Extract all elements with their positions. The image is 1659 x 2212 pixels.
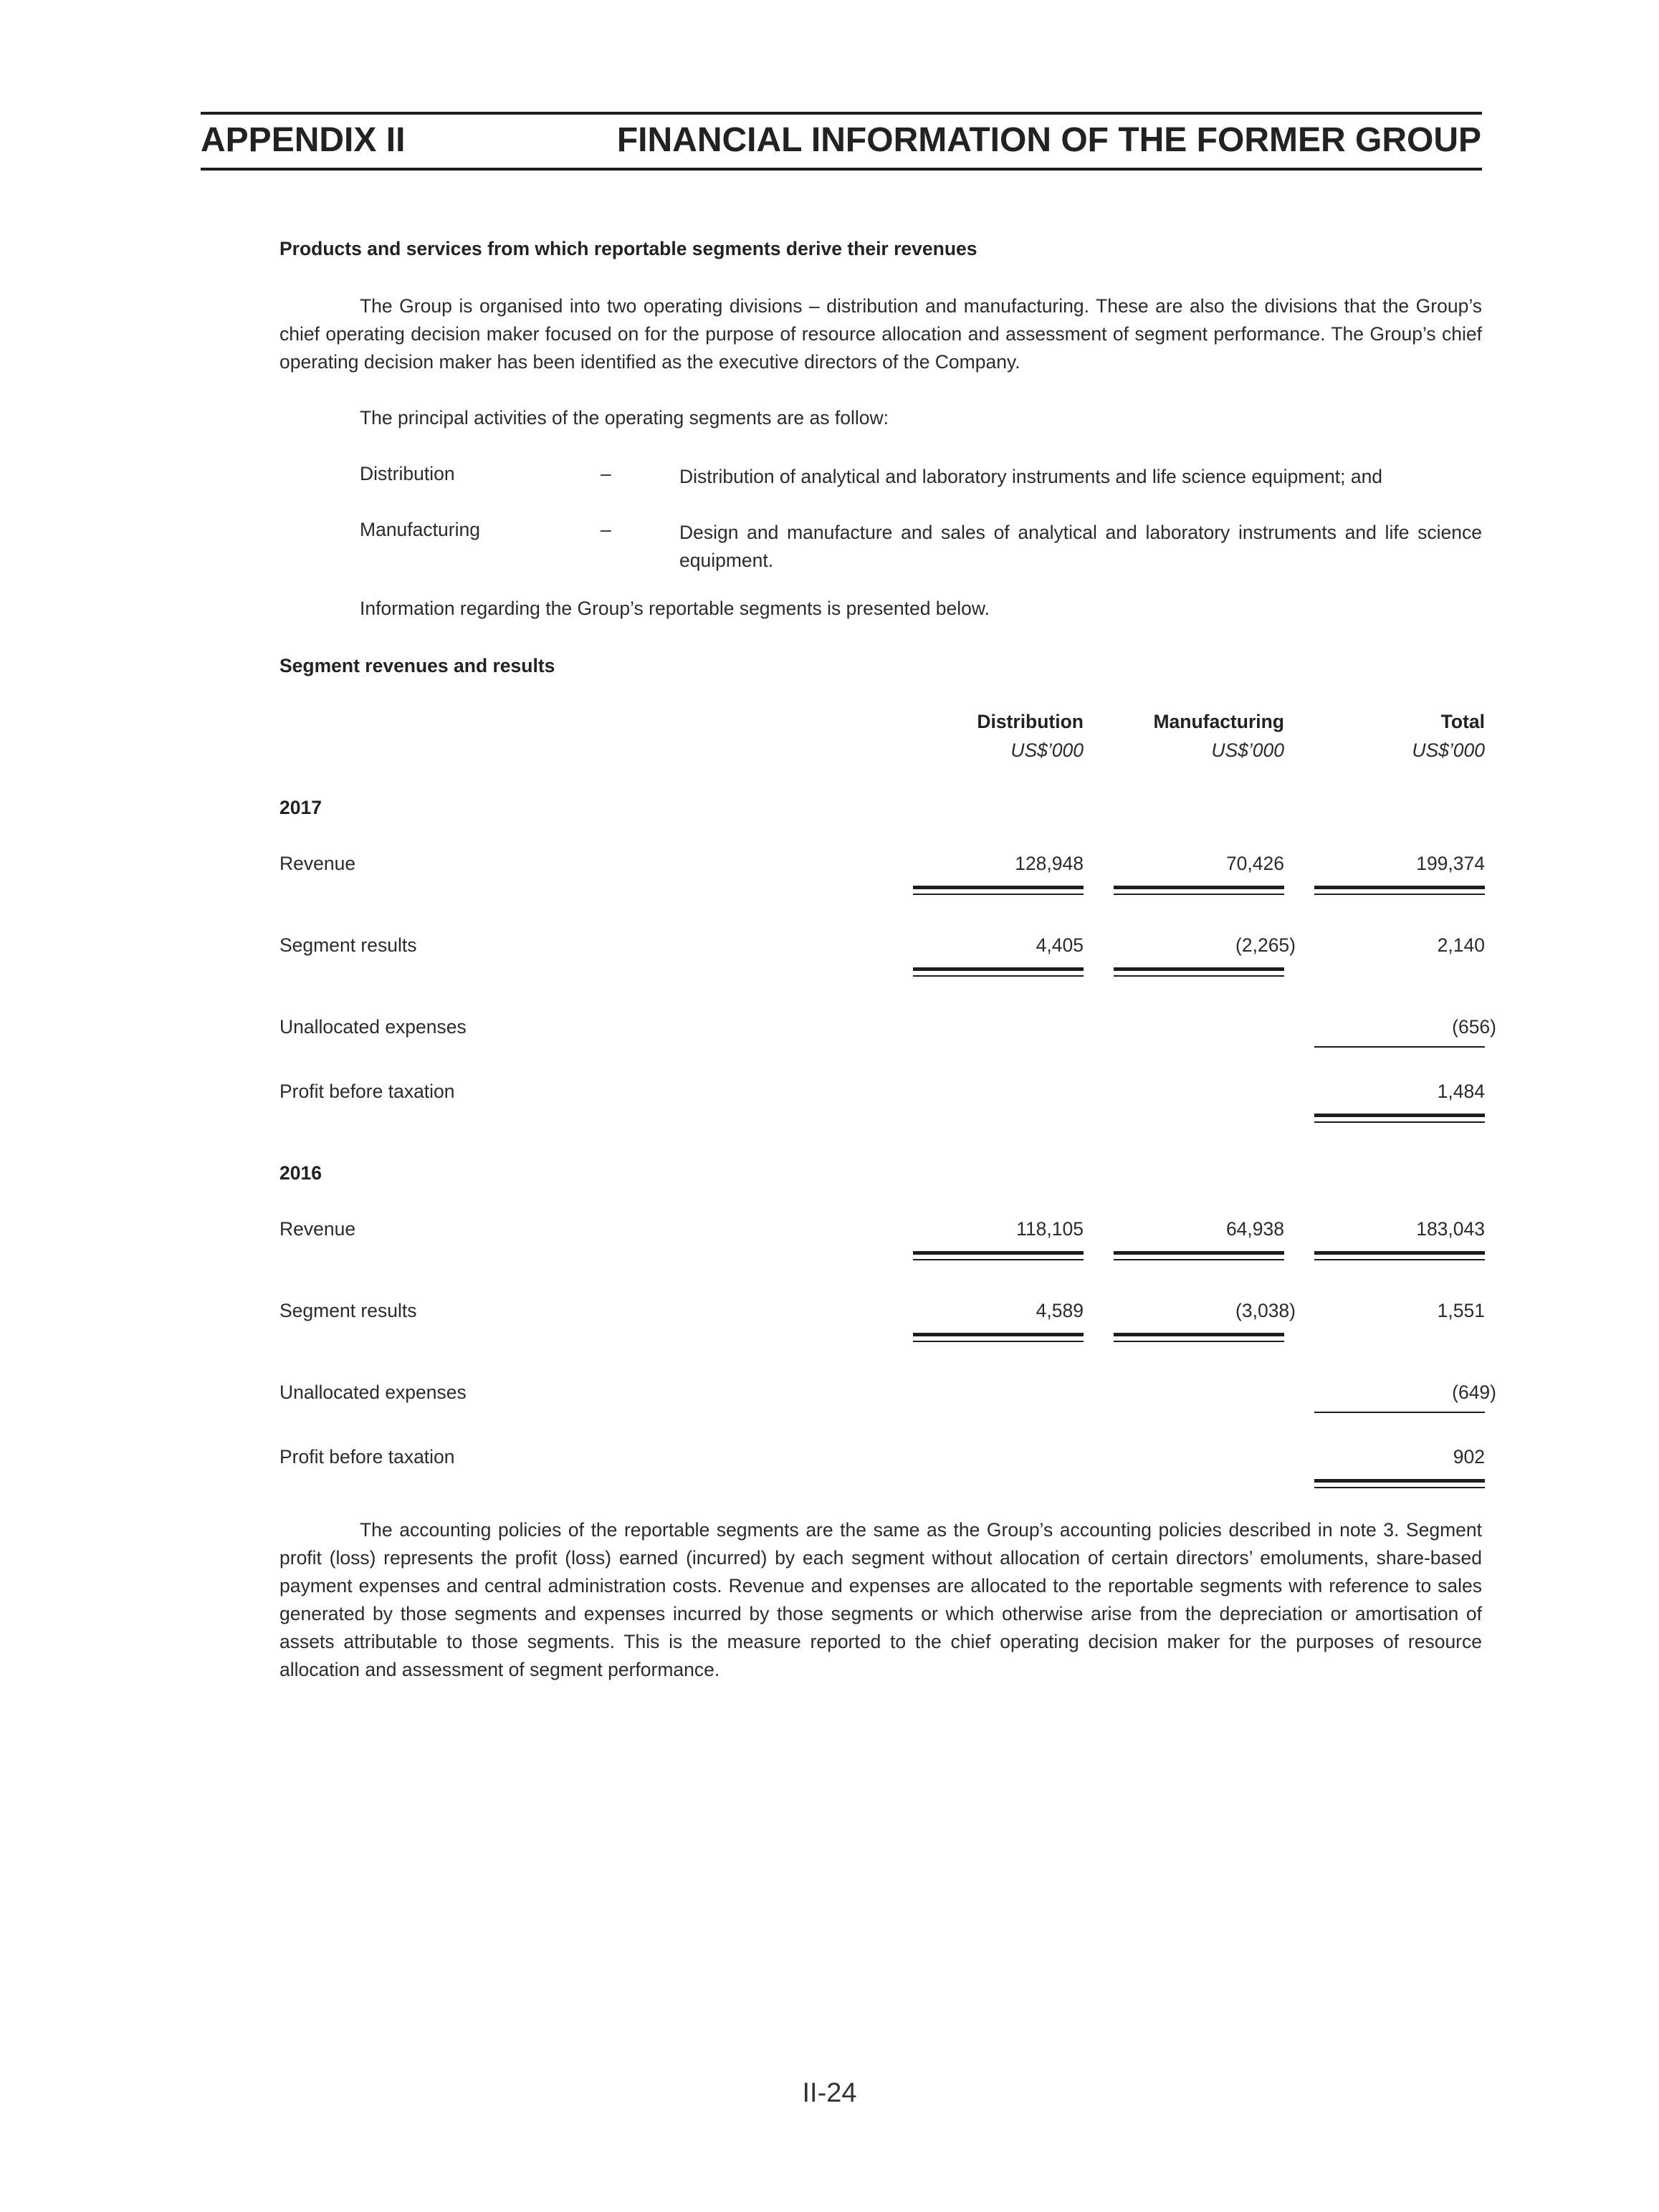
cell-manufacturing: 70,426 — [1225, 853, 1284, 874]
info-sentence: Information regarding the Group’s reportable segments is presented below. — [360, 598, 990, 619]
row-label-unallocated: Unallocated expenses — [279, 1016, 467, 1038]
double-underline — [913, 967, 1084, 982]
page-number: II-24 — [802, 2078, 857, 2108]
cell-distribution: 4,405 — [1036, 934, 1084, 956]
row-label-segment-results: Segment results — [279, 1300, 417, 1321]
double-underline — [913, 886, 1084, 901]
cell-total: 2,140 — [1437, 934, 1485, 956]
double-underline — [1114, 1333, 1284, 1348]
closing-paragraph: The accounting policies of the reportable segments are the same as the Group’s accounting policies described in note 3. Segment profit (loss) represents the profit (loss) earned (incurred) by each segment without allocation of certain directors’ emoluments, share-based payment expenses and central administration costs. Revenue and expenses are allocated to the reportable segments with reference to sales generated by those segments and expenses incurred by those segments or which otherwise arise from the depreciation or amortisation of assets attributable to those segments. This is the measure reported to the chief operating decision maker for the purposes of resource allocation and assessment of segment performance. — [279, 1519, 1482, 1680]
single-underline — [1314, 1412, 1485, 1413]
cell-total: 183,043 — [1416, 1218, 1485, 1240]
activity-name: Distribution — [360, 463, 455, 484]
year-label: 2016 — [279, 1162, 322, 1184]
cell-total: 1,551 — [1437, 1300, 1485, 1321]
double-underline — [1314, 1479, 1485, 1494]
double-underline — [1114, 886, 1284, 901]
column-header-manufacturing: Manufacturing — [1153, 711, 1284, 732]
column-header-total: Total — [1440, 711, 1485, 732]
row-label-unallocated: Unallocated expenses — [279, 1382, 467, 1403]
double-underline — [1314, 1251, 1485, 1266]
cell-distribution: 118,105 — [1016, 1218, 1084, 1240]
cell-distribution: 128,948 — [1015, 853, 1084, 874]
segment-heading: Segment revenues and results — [279, 655, 555, 676]
row-label-revenue: Revenue — [279, 1218, 356, 1240]
appendix-label: APPENDIX II — [201, 121, 406, 159]
intro-paragraph: The Group is organised into two operating divisions – distribution and manufacturing. These are also the divisions that the Group’s chief operating decision maker focused on for the purpose of resource allocation and assessment of segment performance. The Group’s chief operating decision maker has been identified as the executive directors of the Company. — [279, 295, 1482, 373]
cell-total: 1,484 — [1437, 1081, 1485, 1102]
cell-total: 199,374 — [1416, 853, 1485, 874]
activity-dash: – — [601, 463, 611, 484]
row-label-profit: Profit before taxation — [279, 1446, 455, 1468]
activity-name: Manufacturing — [360, 519, 480, 540]
cell-distribution: 4,589 — [1036, 1300, 1084, 1321]
cell-manufacturing: 64,938 — [1225, 1218, 1284, 1240]
page-title: FINANCIAL INFORMATION OF THE FORMER GROUP — [616, 121, 1481, 159]
row-label-segment-results: Segment results — [279, 934, 417, 956]
products-heading: Products and services from which reportable segments derive their revenues — [279, 238, 977, 259]
row-label-revenue: Revenue — [279, 853, 356, 874]
column-unit: US$’000 — [1412, 739, 1485, 761]
double-underline — [913, 1333, 1084, 1348]
cell-total: (656) — [1452, 1016, 1496, 1038]
activity-description: Design and manufacture and sales of analytical and laboratory instruments and life science equipment. — [679, 522, 1482, 571]
double-underline — [1314, 1114, 1485, 1129]
column-unit: US$’000 — [1010, 739, 1084, 761]
year-label: 2017 — [279, 797, 322, 818]
cell-manufacturing: (3,038) — [1235, 1300, 1296, 1321]
row-label-profit: Profit before taxation — [279, 1081, 455, 1102]
double-underline — [1114, 967, 1284, 982]
cell-total: (649) — [1452, 1382, 1496, 1403]
column-header-distribution: Distribution — [977, 711, 1084, 732]
double-underline — [1314, 886, 1485, 901]
principal-activities-intro: The principal activities of the operating segments are as follow: — [360, 407, 889, 428]
cell-manufacturing: (2,265) — [1235, 934, 1296, 956]
single-underline — [1314, 1046, 1485, 1048]
double-underline — [913, 1251, 1084, 1266]
cell-total: 902 — [1453, 1446, 1485, 1468]
activity-dash: – — [601, 519, 611, 540]
column-unit: US$’000 — [1211, 739, 1284, 761]
activity-description: Distribution of analytical and laboratory instruments and life science equipment; and — [679, 466, 1383, 487]
header-bottom-rule — [201, 168, 1482, 171]
header-top-rule — [201, 112, 1482, 115]
double-underline — [1114, 1251, 1284, 1266]
